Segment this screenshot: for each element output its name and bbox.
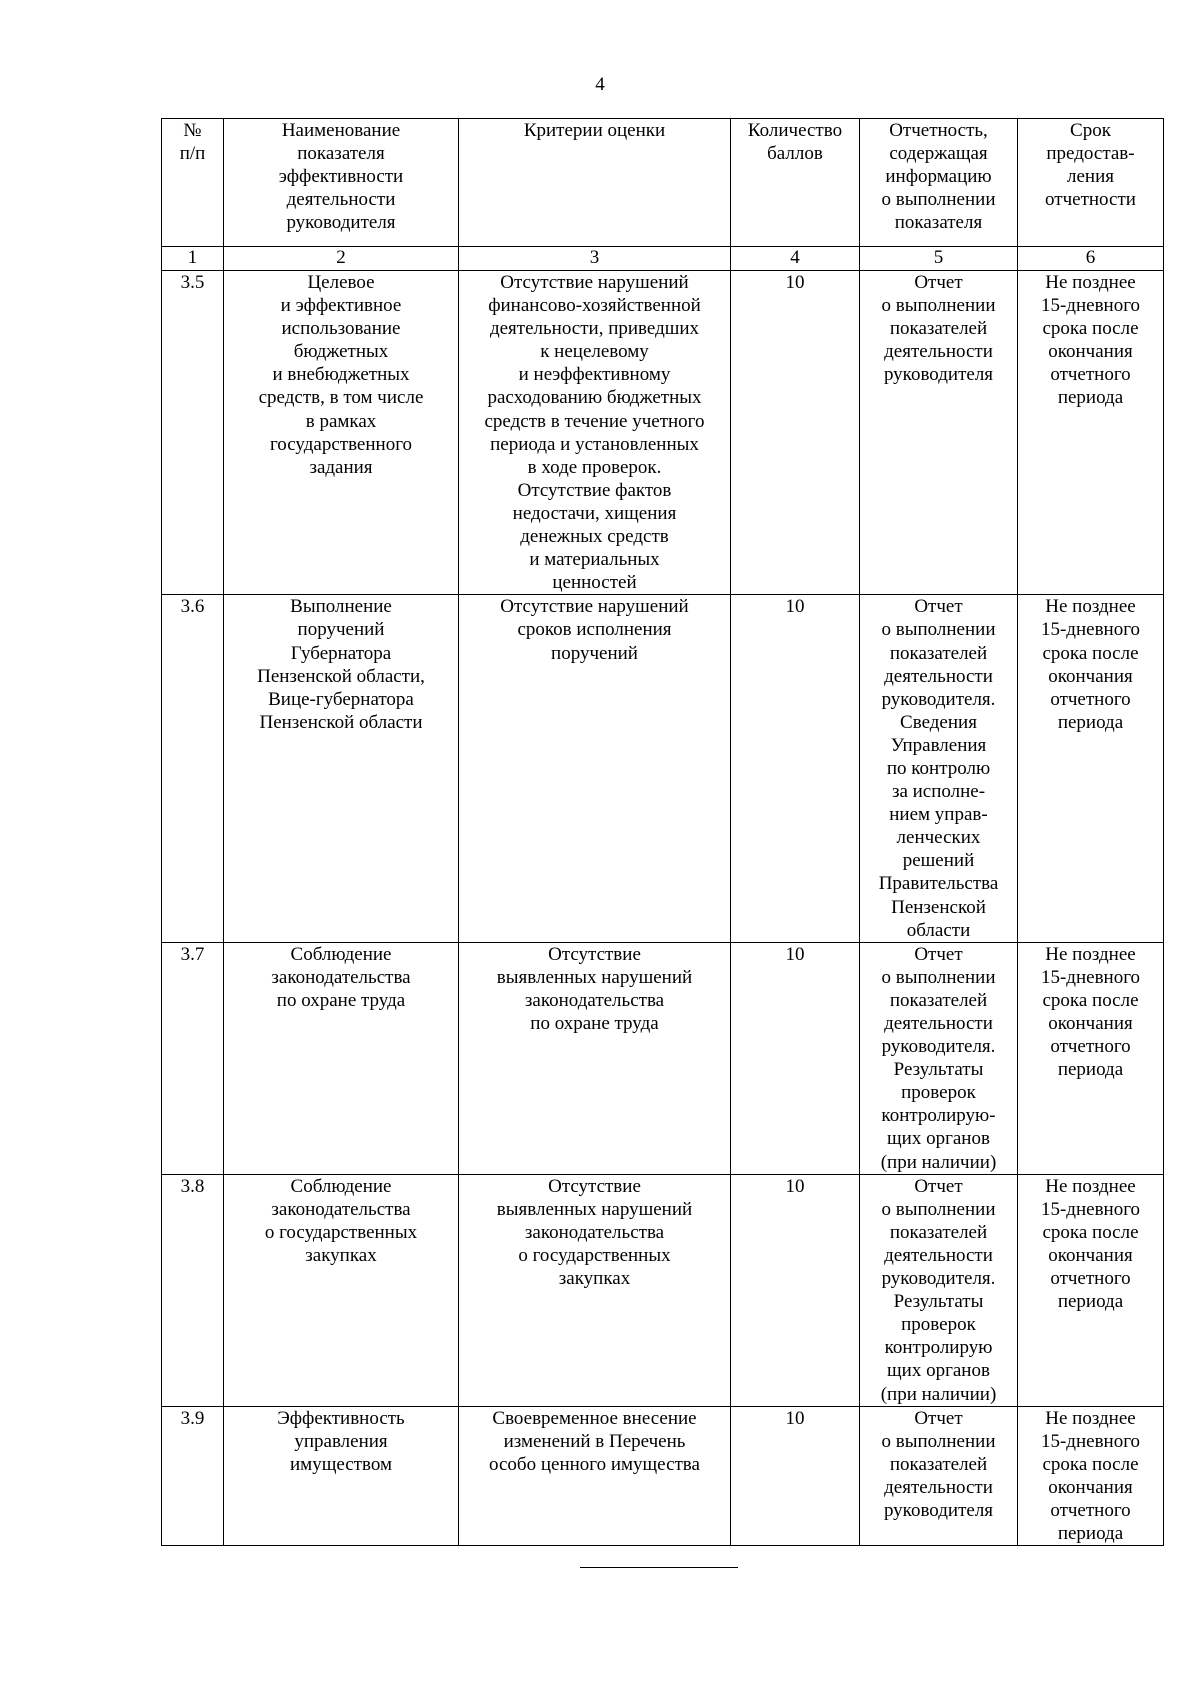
table-header-row bbox=[162, 119, 1164, 247]
reporting-deadline: Не позднее 15-дневного срока после окончания отчетного периода bbox=[1018, 1406, 1164, 1546]
table-row bbox=[162, 1174, 1164, 1406]
indicator-name: Выполнение поручений Губернатора Пензенской области, Вице-губернатора Пензенской области bbox=[224, 595, 459, 942]
evaluation-criteria: Отсутствие нарушений финансово-хозяйственной деятельности, приведших к нецелевому и неэффективному расходованию бюджетных средств в течение учетного периода и установленных в ходе проверок. Отсутствие фактов недостачи, хищения денежных средств и материальных ценностей bbox=[459, 271, 731, 595]
indicators-table bbox=[161, 118, 1164, 1546]
points-value: 10 bbox=[731, 1406, 860, 1546]
row-number: 3.6 bbox=[162, 595, 224, 942]
points-value: 10 bbox=[731, 942, 860, 1174]
reporting-document: Отчет о выполнении показателей деятельности руководителя. Результаты проверок контролирую- щих органов (при наличии) bbox=[860, 942, 1018, 1174]
evaluation-criteria: Своевременное внесение изменений в Перечень особо ценного имущества bbox=[459, 1406, 731, 1546]
column-number: 3 bbox=[459, 247, 731, 271]
indicator-name: Соблюдение законодательства о государственных закупках bbox=[224, 1174, 459, 1406]
reporting-deadline: Не позднее 15-дневного срока после окончания отчетного периода bbox=[1018, 942, 1164, 1174]
reporting-document: Отчет о выполнении показателей деятельности руководителя. Результаты проверок контролирую щих органов (при наличии) bbox=[860, 1174, 1018, 1406]
header-indicator-name: Наименование показателя эффективности деятельности руководителя bbox=[224, 119, 459, 247]
row-number: 3.8 bbox=[162, 1174, 224, 1406]
row-number: 3.9 bbox=[162, 1406, 224, 1546]
reporting-document: Отчет о выполнении показателей деятельности руководителя bbox=[860, 271, 1018, 595]
column-number: 5 bbox=[860, 247, 1018, 271]
reporting-deadline: Не позднее 15-дневного срока после окончания отчетного периода bbox=[1018, 1174, 1164, 1406]
indicator-name: Соблюдение законодательства по охране труда bbox=[224, 942, 459, 1174]
column-number: 4 bbox=[731, 247, 860, 271]
row-number: 3.7 bbox=[162, 942, 224, 1174]
evaluation-criteria: Отсутствие выявленных нарушений законодательства по охране труда bbox=[459, 942, 731, 1174]
page-number: 4 bbox=[595, 74, 605, 95]
points-value: 10 bbox=[731, 595, 860, 942]
evaluation-criteria: Отсутствие выявленных нарушений законодательства о государственных закупках bbox=[459, 1174, 731, 1406]
indicator-name: Целевое и эффективное использование бюджетных и внебюджетных средств, в том числе в рамках государственного задания bbox=[224, 271, 459, 595]
reporting-document: Отчет о выполнении показателей деятельности руководителя bbox=[860, 1406, 1018, 1546]
points-value: 10 bbox=[731, 271, 860, 595]
indicator-name: Эффективность управления имуществом bbox=[224, 1406, 459, 1546]
closing-rule bbox=[580, 1567, 738, 1568]
column-number-row bbox=[162, 247, 1164, 271]
points-value: 10 bbox=[731, 1174, 860, 1406]
column-number: 6 bbox=[1018, 247, 1164, 271]
header-deadline: Срок предостав- ления отчетности bbox=[1018, 119, 1164, 247]
header-points: Количество баллов bbox=[731, 119, 860, 247]
table-row bbox=[162, 942, 1164, 1174]
header-reporting: Отчетность, содержащая информацию о выполнении показателя bbox=[860, 119, 1018, 247]
table-row bbox=[162, 595, 1164, 942]
table-row bbox=[162, 1406, 1164, 1546]
column-number: 2 bbox=[224, 247, 459, 271]
reporting-deadline: Не позднее 15-дневного срока после окончания отчетного периода bbox=[1018, 271, 1164, 595]
evaluation-criteria: Отсутствие нарушений сроков исполнения поручений bbox=[459, 595, 731, 942]
column-number: 1 bbox=[162, 247, 224, 271]
row-number: 3.5 bbox=[162, 271, 224, 595]
table-row bbox=[162, 271, 1164, 595]
reporting-deadline: Не позднее 15-дневного срока после окончания отчетного периода bbox=[1018, 595, 1164, 942]
reporting-document: Отчет о выполнении показателей деятельности руководителя. Сведения Управления по контролю за исполне- нием управ- ленческих решений Правительства Пензенской области bbox=[860, 595, 1018, 942]
header-number: № п/п bbox=[162, 119, 224, 247]
header-criteria: Критерии оценки bbox=[459, 119, 731, 247]
